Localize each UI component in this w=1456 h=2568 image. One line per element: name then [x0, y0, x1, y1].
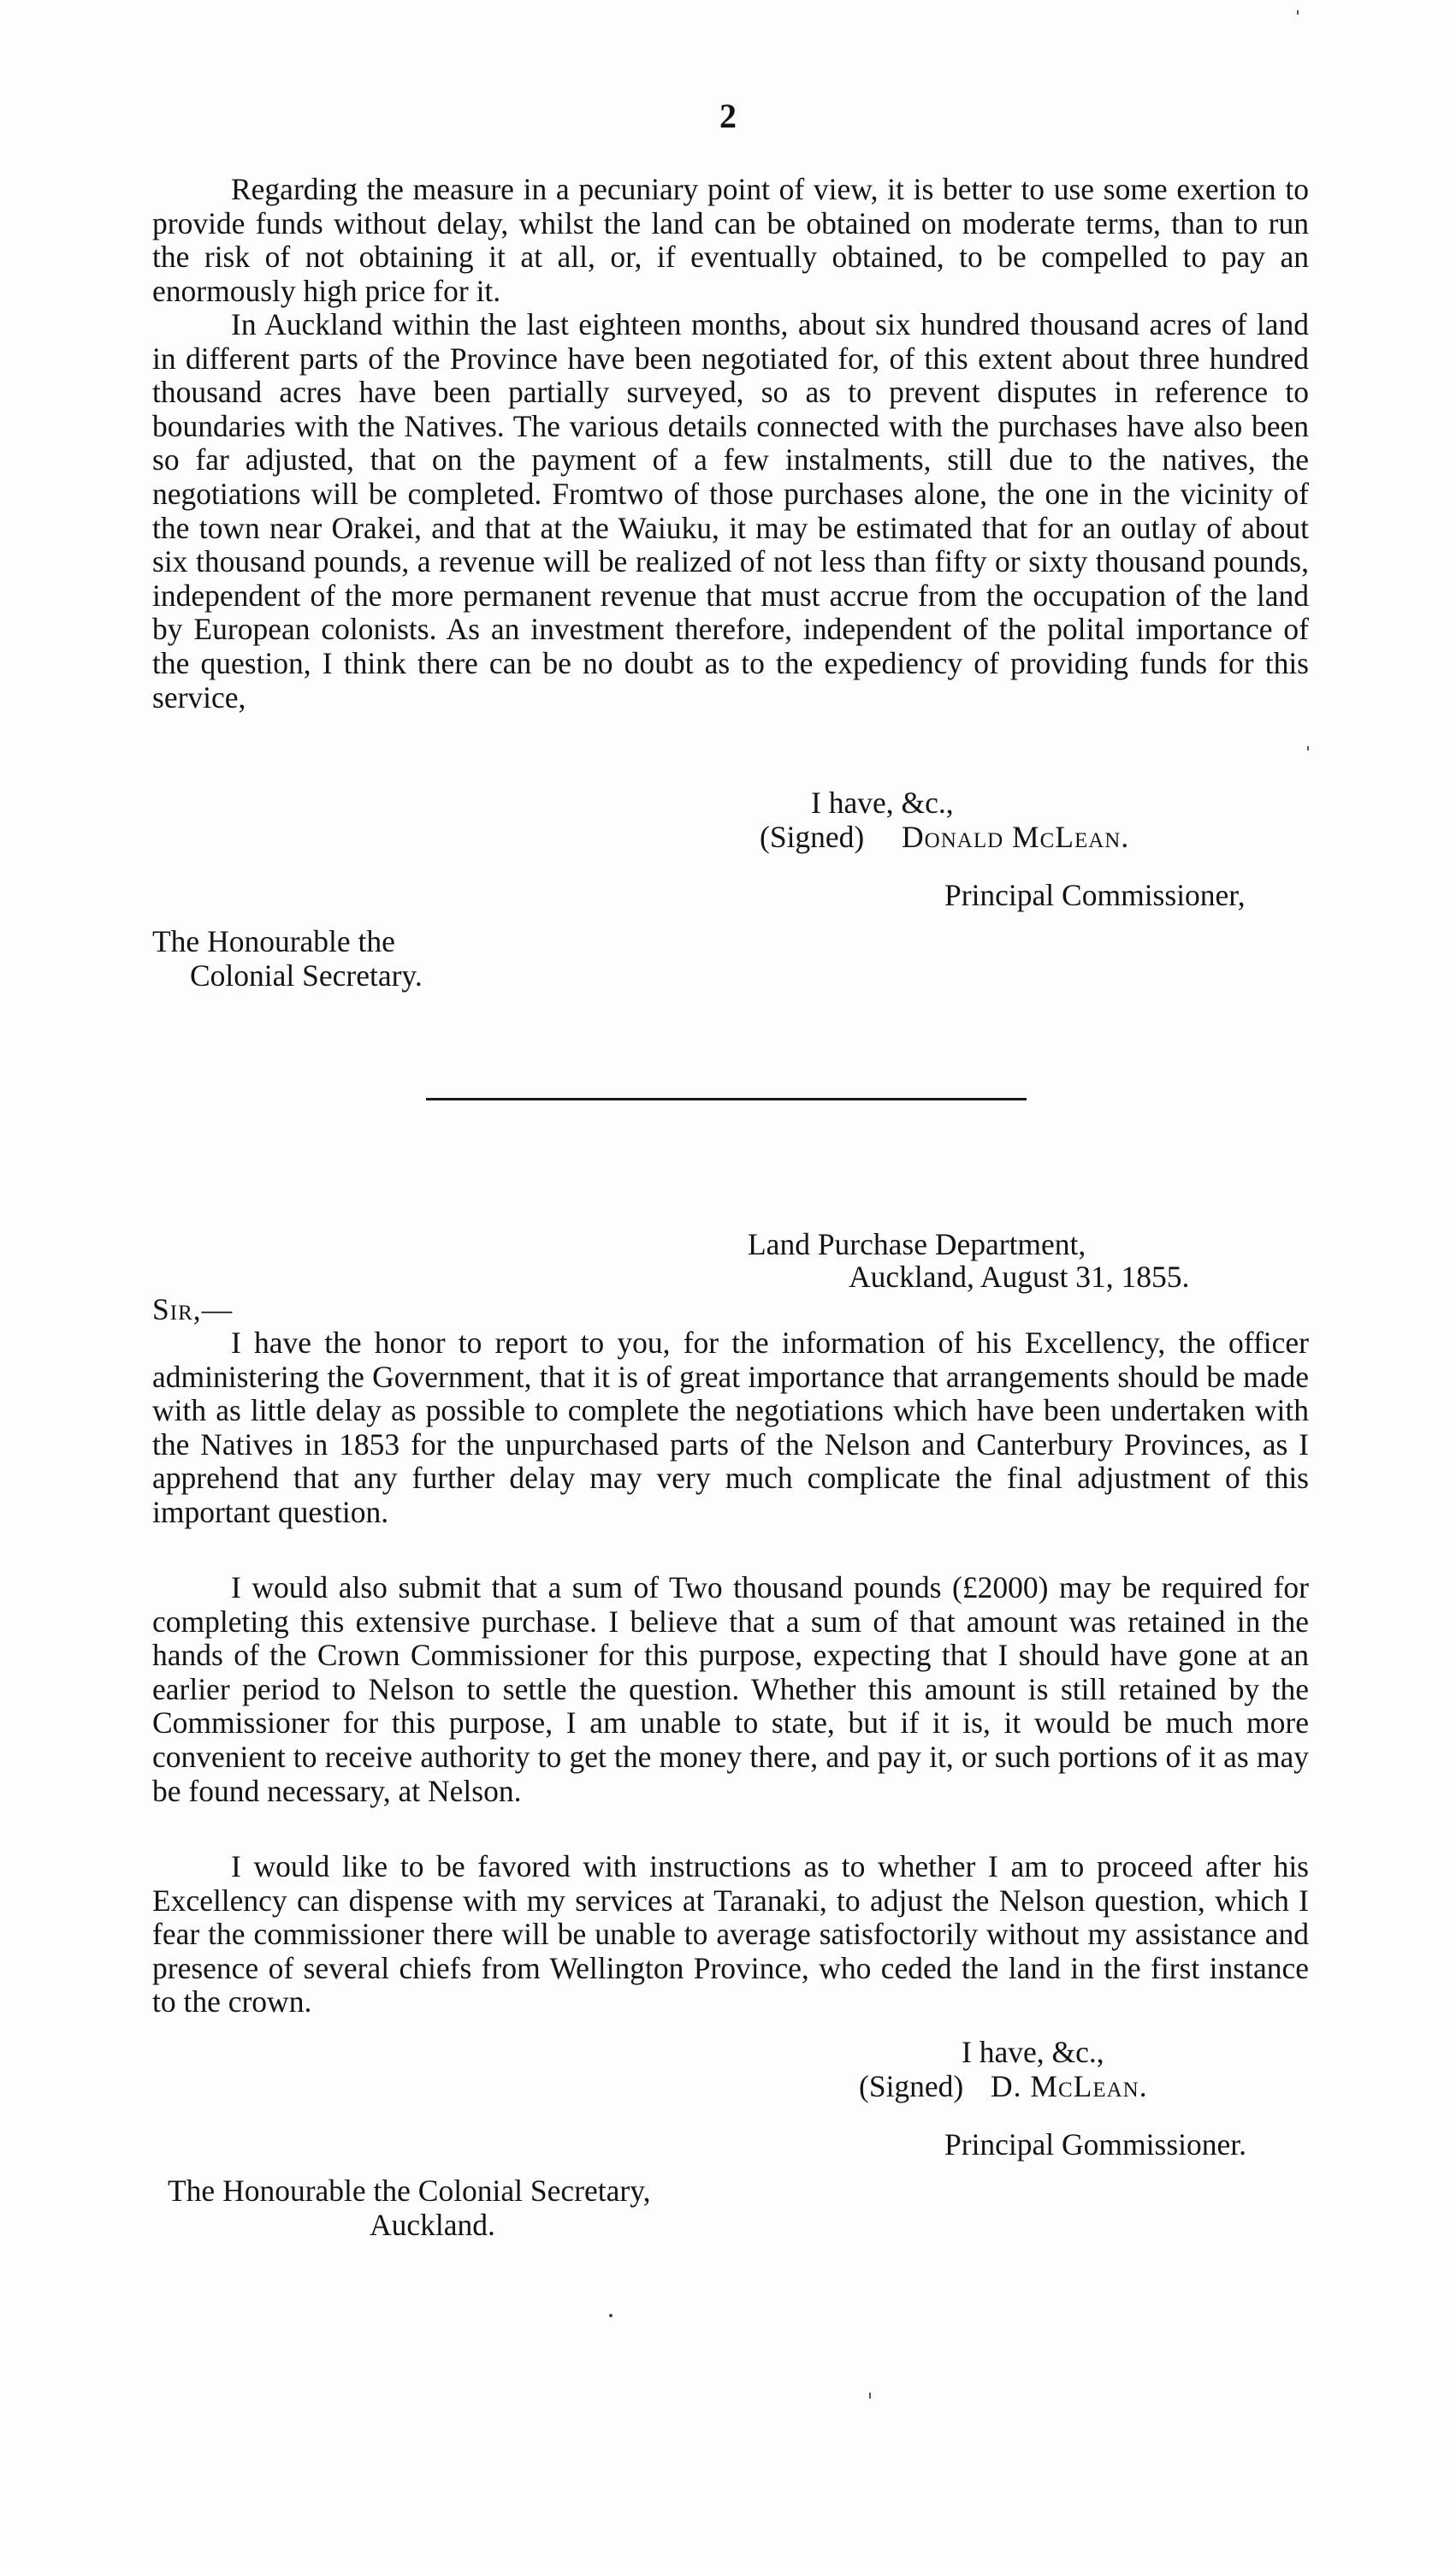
letter1-signed-label: (Signed) [760, 820, 865, 854]
letter2-title: Principal Gommissioner. [944, 2127, 1247, 2162]
letter2-paragraph-2: I would also submit that a sum of Two thousand pounds (£2000) may be required for completing this extensive purchase. I believe that a sum of that amount was retained in the hands of the Crown Commissioner for this purpose, expecting that I should have gone at an earlier period to Nelson to settle the question. Whether this amount is still retained by the Commissioner for this purpose, I am unable to state, but if it is, it would be much more convenient to receive authority to get the money there, and pay it, or such portions of it as may be found necessary, at Nelson. [152, 1570, 1309, 1808]
letter2-paragraph-1: I have the honor to report to you, for the information of his Excellency, the officer administering the Government, that it is of great importance that arrangements should be made with as little delay as possible to complete the negotiations which have been undertaken with the Natives in 1853 for the unpurchased parts of the Nelson and Canterbury Provinces, as I apprehend that any further delay may very much complicate the final adjustment of this important question. [152, 1326, 1309, 1529]
letter1-closing: I have, &c., [811, 786, 954, 820]
letter2-signatory: D. McLean. [991, 2069, 1148, 2103]
letter2-salutation: Sir,— [152, 1292, 234, 1326]
letter1-addressee-line1: The Honourable the [152, 924, 395, 958]
letter1-title: Principal Commissioner, [944, 878, 1246, 912]
scan-speck [1307, 746, 1309, 750]
letter2-paragraph-3: I would like to be favored with instructions as to whether I am to proceed after his Excellency can dispense with my services at Taranaki, to adjust the Nelson question, which I fear the commissioner there will be unable to average satisfoctorily without my assistance and presence of several chiefs from Wellington Province, who ceded the land in the first instance to the crown. [152, 1849, 1309, 2019]
letter1-signature [760, 820, 1129, 854]
letter2-signature [859, 2069, 1148, 2103]
letter1-signatory: Donald McLean. [902, 820, 1130, 854]
letter2-addressee-line1: The Honourable the Colonial Secretary, [168, 2174, 651, 2208]
letter2-closing: I have, &c., [962, 2035, 1104, 2069]
letter2-place-date: Auckland, August 31, 1855. [849, 1260, 1190, 1294]
letter2-addressee-line2: Auckland. [370, 2208, 495, 2242]
letter1-addressee-line2: Colonial Secretary. [190, 958, 423, 993]
letter1-paragraph-2: In Auckland within the last eighteen months, about six hundred thousand acres of land in different parts of the Province have been negotiated for, of this extent about three hundred thousand acres have been partially surveyed, so as to prevent disputes in reference to boundaries with the Natives. The various details connected with the purchases have also been so far adjusted, that on the payment of a few instalments, still due to the natives, the negotiations will be completed. Fromtwo of those purchases alone, the one in the vicinity of the town near Orakei, and that at the Waiuku, it may be estimated that for an outlay of about six thousand pounds, a revenue will be realized of not less than fifty or sixty thousand pounds, independent of the more permanent revenue that must accrue from the occupation of the land by European colonists. As an investment therefore, independent of the polital importance of the question, I think there can be no doubt as to the expediency of providing funds for this service, [152, 307, 1309, 715]
scan-speck [1297, 10, 1299, 15]
letter2-department: Land Purchase Department, [748, 1227, 1086, 1261]
page-number: 2 [719, 97, 737, 135]
section-divider [426, 1098, 1027, 1100]
scan-speck [609, 2314, 613, 2317]
scan-speck [869, 2393, 871, 2399]
letter2-signed-label: (Signed) [859, 2069, 964, 2103]
letter1-paragraph-1: Regarding the measure in a pecuniary point of view, it is better to use some exertion to provide funds without delay, whilst the land can be obtained on moderate terms, than to run the risk of not obtaining it at all, or, if eventually obtained, to be compelled to pay an enormously high price for it. [152, 172, 1309, 308]
